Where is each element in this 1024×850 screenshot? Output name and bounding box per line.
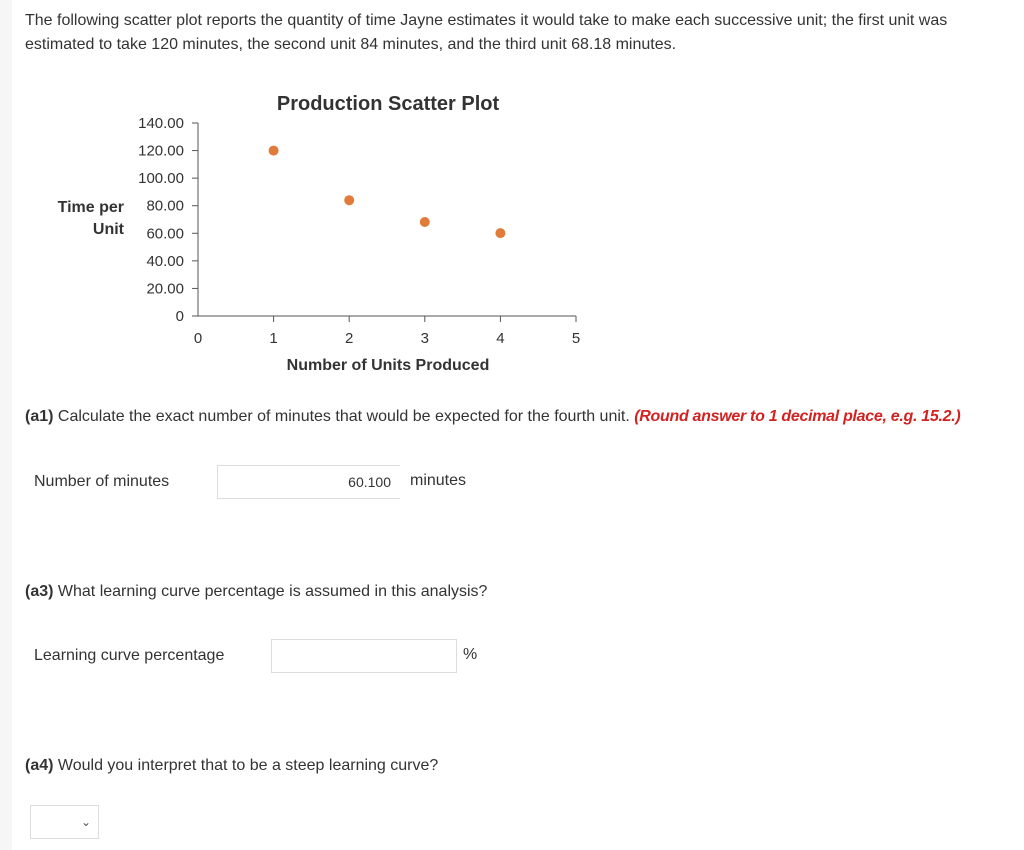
y-tick-labels <box>138 115 184 325</box>
x-tick-labels <box>194 330 580 347</box>
question-a1-text: Calculate the exact number of minutes that would be expected for the fourth unit. <box>53 408 635 425</box>
x-axis-label: Number of Units Produced <box>286 357 490 374</box>
x-tick-label: 5 <box>571 330 581 347</box>
question-a4-text: Would you interpret that to be a steep learning curve? <box>53 757 439 774</box>
percent-unit: % <box>463 646 478 663</box>
steep-curve-select[interactable] <box>30 805 99 839</box>
y-tick-label: 60.00 <box>146 225 184 243</box>
data-point <box>495 228 505 238</box>
y-axis-label-line1: Time per <box>57 199 124 216</box>
learning-curve-input[interactable] <box>271 639 457 673</box>
question-a3-text: What learning curve percentage is assumed in this analysis? <box>53 583 488 600</box>
x-tick-label: 4 <box>496 330 505 347</box>
y-tick-label: 0 <box>175 308 184 325</box>
minutes-unit: minutes <box>410 472 467 489</box>
chart-title: Production Scatter Plot <box>276 93 500 115</box>
data-points <box>269 146 506 239</box>
minutes-field-label: Number of minutes <box>34 473 170 490</box>
question-a4 <box>25 757 438 775</box>
question-a3 <box>25 583 487 601</box>
x-tick-label: 0 <box>193 330 203 347</box>
y-tick-label: 120.00 <box>138 142 184 160</box>
question-a3-label: (a3) <box>25 583 54 600</box>
production-scatter-chart <box>0 80 620 380</box>
rounding-instruction: (Round answer to 1 decimal place, e.g. 15.2.) <box>634 408 961 425</box>
y-tick-label: 20.00 <box>146 280 184 298</box>
problem-intro: The following scatter plot reports the quantity of time Jayne estimates it would take to make each successive unit; the first unit was estimated to take 120 minutes, the second unit 84 minutes, and the third unit 68.18 minutes. <box>25 12 948 53</box>
y-tick-label: 140.00 <box>138 115 184 132</box>
data-point <box>344 195 354 205</box>
learning-curve-field-label: Learning curve percentage <box>34 647 225 664</box>
x-tick-label: 1 <box>269 330 278 347</box>
y-axis-label-line2: Unit <box>92 221 124 238</box>
x-tick-label: 3 <box>420 330 429 347</box>
y-tick-label: 80.00 <box>146 197 184 215</box>
question-a1-label: (a1) <box>25 408 54 425</box>
y-tick-label: 40.00 <box>146 252 184 270</box>
question-a4-label: (a4) <box>25 757 54 774</box>
x-tick-label: 2 <box>345 330 354 347</box>
data-point <box>269 146 279 156</box>
data-point <box>420 217 430 227</box>
chevron-down-icon: ⌄ <box>80 815 91 829</box>
minutes-input[interactable]: 60.100 <box>217 465 400 499</box>
y-tick-label: 100.00 <box>138 170 184 188</box>
chart-axes <box>192 123 576 322</box>
question-a1 <box>25 408 960 426</box>
